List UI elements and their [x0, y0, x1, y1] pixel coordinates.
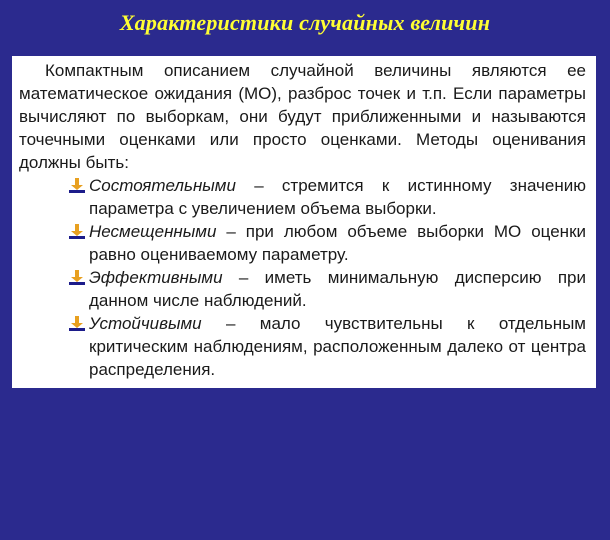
bullet-text: – иметь минимальную дисперсию при данном числе наблюдений. [89, 268, 586, 310]
bullet-term: Эффективными [89, 268, 223, 287]
arrow-down-bullet-icon [69, 224, 85, 239]
list-item [19, 174, 586, 220]
arrow-down-bullet-icon [69, 178, 85, 193]
intro-paragraph: Компактным описанием случайной величины являются ее математическое ожидания (МО), разброс точек и т.п. Если параметры вычисляют по выборкам, они будут приближенными и называются точечными оценками или просто оценками. Методы оценивания должны быть: [19, 61, 586, 172]
criteria-list [19, 174, 586, 381]
list-item [19, 220, 586, 266]
bullet-text: – мало чувствительны к отдельным критическим наблюдениям, расположенным далеко от центра распределения. [89, 314, 586, 379]
list-item [19, 266, 586, 312]
arrow-down-bullet-icon [69, 270, 85, 285]
bullet-term: Несмещенными [89, 222, 217, 241]
list-item [19, 312, 586, 381]
bullet-text: – при любом объеме выборки МО оценки равно оцениваемому параметру. [89, 222, 586, 264]
bullet-term: Состоятельными [89, 176, 236, 195]
bullet-term: Устойчивыми [89, 314, 202, 333]
slide-title: Характеристики случайных величин [119, 10, 491, 35]
content-box [12, 56, 596, 388]
arrow-down-bullet-icon [69, 316, 85, 331]
bullet-text: – стремится к истинному значению параметра с увеличением объема выборки. [89, 176, 586, 218]
